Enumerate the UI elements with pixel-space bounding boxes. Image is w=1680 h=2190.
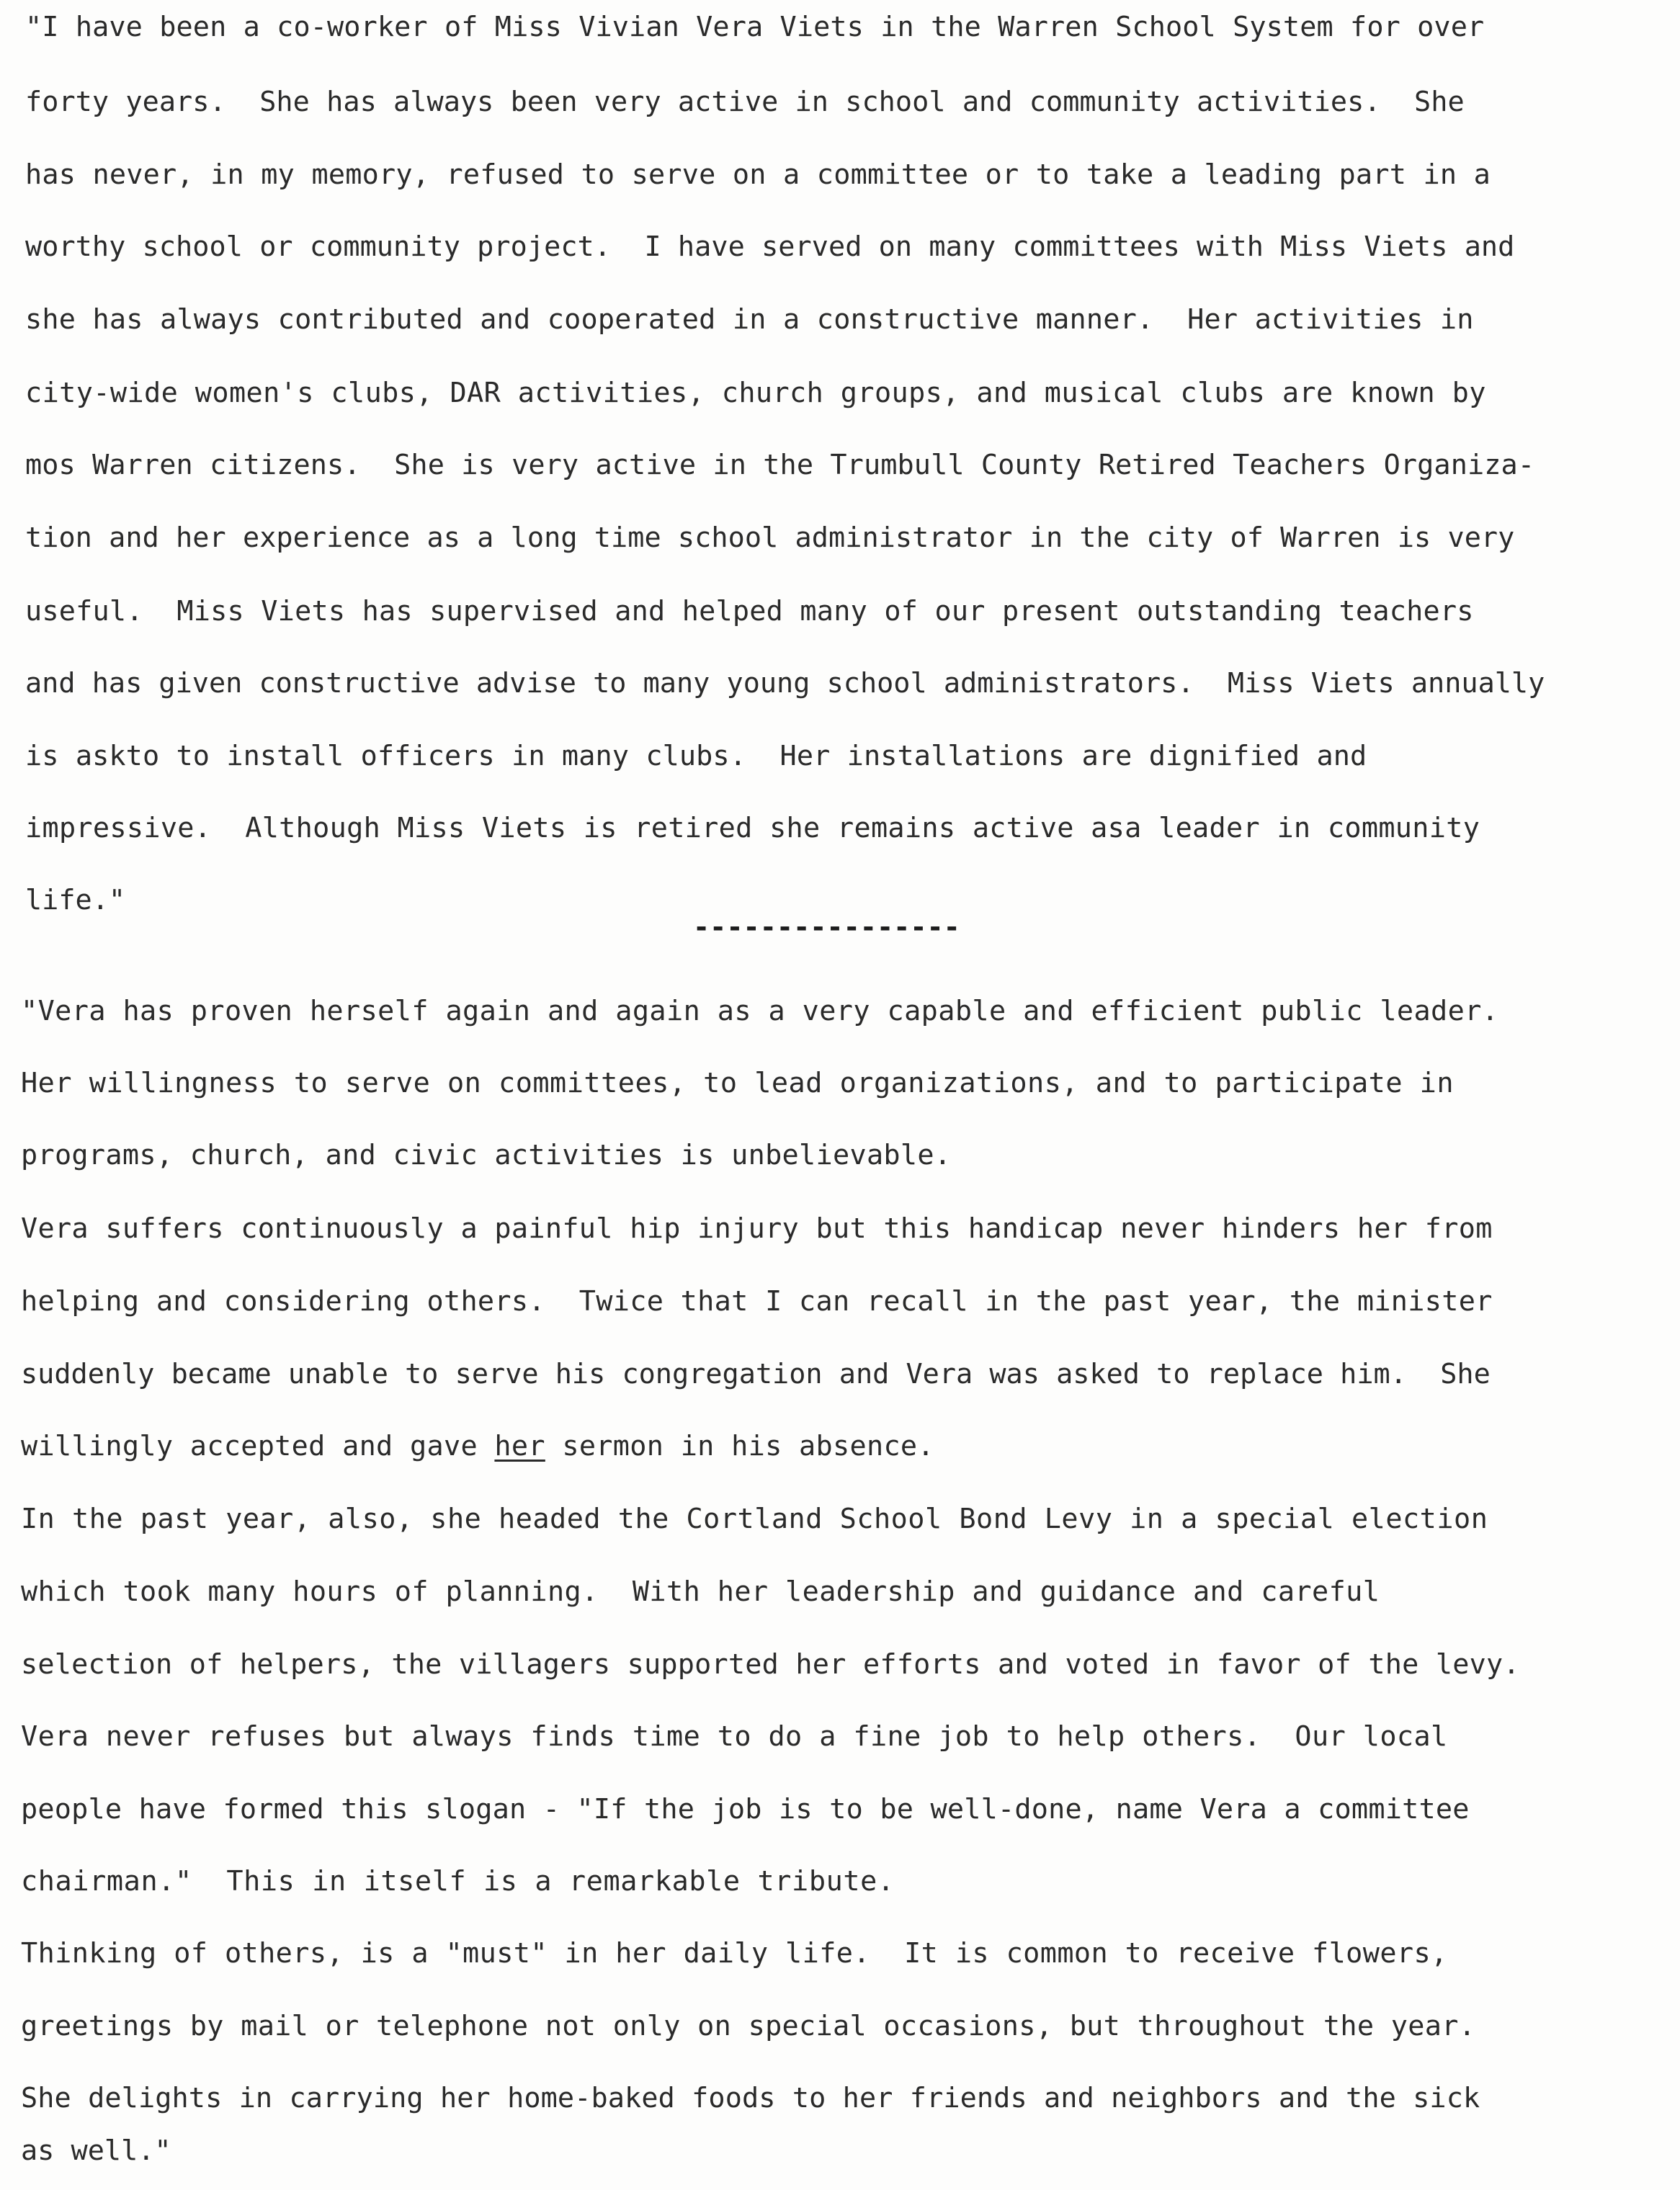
testimonial-two-line-1: "Vera has proven herself again and again as a very capable and efficient public leader. <box>21 995 1499 1027</box>
testimonial-two-line-15: greetings by mail or telephone not only on special occasions, but throughout the year. <box>21 2010 1476 2042</box>
testimonial-one-line-4: worthy school or community project. I have served on many committees with Miss Viets and <box>25 231 1515 263</box>
testimonial-two-line-13: chairman." This in itself is a remarkable tribute. <box>21 1865 895 1898</box>
section-separator: ---------------- <box>693 911 960 944</box>
testimonial-one-line-9: useful. Miss Viets has supervised and helped many of our present outstanding teachers <box>25 595 1474 627</box>
testimonial-two-line-12: people have formed this slogan - "If the job is to be well-done, name Vera a committee <box>21 1793 1470 1825</box>
testimonial-two-line-4: Vera suffers continuously a painful hip injury but this handicap never hinders her from <box>21 1212 1493 1245</box>
testimonial-two-line-11: Vera never refuses but always finds time to do a fine job to help others. Our local <box>21 1720 1448 1753</box>
testimonial-one-line-12: impressive. Although Miss Viets is retired she remains active asa leader in community <box>25 812 1480 844</box>
testimonial-two-line-17: as well." <box>21 2135 171 2167</box>
testimonial-one-line-5: she has always contributed and cooperated in a constructive manner. Her activities in <box>25 303 1474 336</box>
testimonial-two-line-5: helping and considering others. Twice that I can recall in the past year, the minister <box>21 1285 1493 1318</box>
testimonial-two-line-9: which took many hours of planning. With her leadership and guidance and careful <box>21 1576 1380 1608</box>
testimonial-two-line-3: programs, church, and civic activities is unbelievable. <box>21 1139 952 1171</box>
testimonial-two-line-2: Her willingness to serve on committees, to lead organizations, and to participate in <box>21 1067 1455 1099</box>
line-seven-tail: sermon in his absence. <box>545 1430 934 1462</box>
testimonial-one-line-2: forty years. She has always been very active in school and community activities. She <box>25 86 1465 118</box>
testimonial-two-line-7 <box>21 1429 934 1464</box>
testimonial-one-line-3: has never, in my memory, refused to serve on a committee or to take a leading part in a <box>25 158 1491 191</box>
testimonial-one-line-1: "I have been a co-worker of Miss Vivian Vera Viets in the Warren School System for over <box>25 11 1485 43</box>
testimonial-one-line-10: and has given constructive advise to many young school administrators. Miss Viets annually <box>25 667 1545 700</box>
testimonial-one-line-7: mos Warren citizens. She is very active in the Trumbull County Retired Teachers Organiza- <box>25 449 1535 481</box>
testimonial-two-line-14: Thinking of others, is a "must" in her daily life. It is common to receive flowers, <box>21 1937 1448 1970</box>
testimonial-two-line-6: suddenly became unable to serve his congregation and Vera was asked to replace him. She <box>21 1358 1491 1390</box>
testimonial-two-line-16: She delights in carrying her home-baked foods to her friends and neighbors and the sick <box>21 2082 1480 2114</box>
testimonial-two-line-8: In the past year, also, she headed the Cortland School Bond Levy in a special election <box>21 1503 1488 1535</box>
underlined-word: her <box>494 1430 545 1462</box>
testimonial-one-line-8: tion and her experience as a long time school administrator in the city of Warren is very <box>25 522 1515 554</box>
line-seven-lead: willingly accepted and gave <box>21 1430 495 1462</box>
testimonial-two-line-10: selection of helpers, the villagers supported her efforts and voted in favor of the levy. <box>21 1648 1520 1681</box>
testimonial-one-line-6: city-wide women's clubs, DAR activities, church groups, and musical clubs are known by <box>25 377 1486 409</box>
testimonial-one-line-13: life." <box>25 884 126 916</box>
testimonial-one-line-11: is askto to install officers in many clubs. Her installations are dignified and <box>25 740 1367 772</box>
